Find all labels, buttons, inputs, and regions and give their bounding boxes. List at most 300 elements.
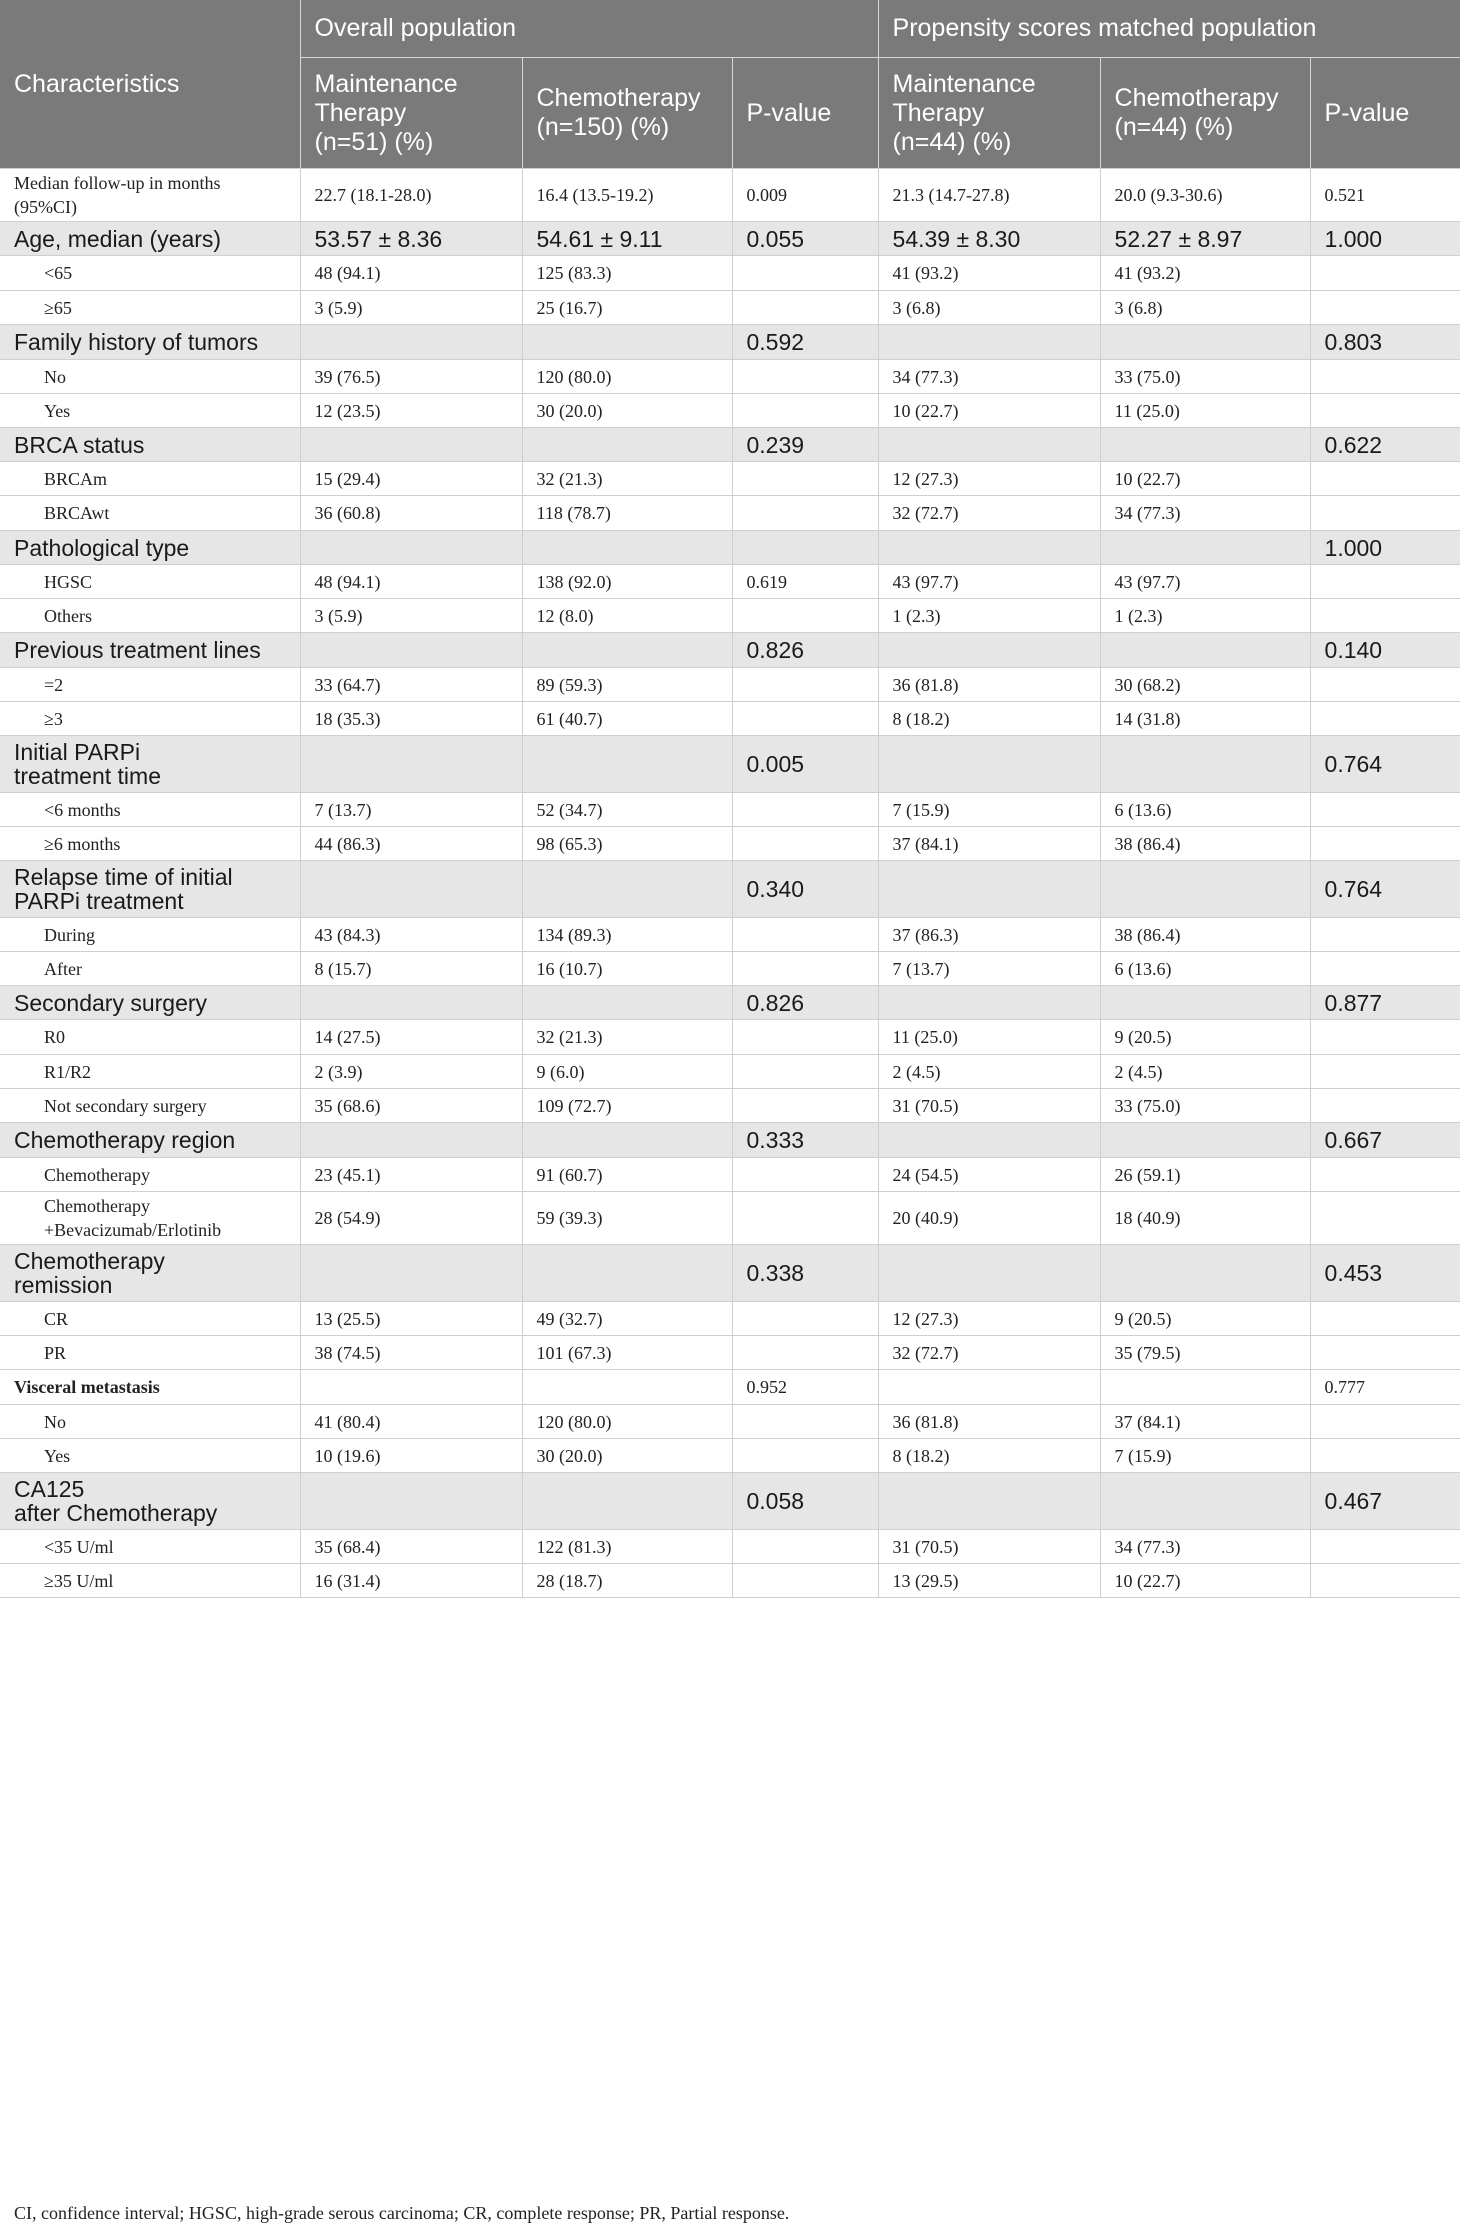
row-label: Visceral metastasis (0, 1370, 300, 1405)
cell-mp: 0.467 (1310, 1473, 1460, 1530)
cell-oc: 101 (67.3) (522, 1336, 732, 1370)
cell-oc (522, 531, 732, 565)
row-label: Yes (0, 394, 300, 428)
cell-op: 0.005 (732, 736, 878, 793)
cell-om: 23 (45.1) (300, 1158, 522, 1192)
cell-oc: 52 (34.7) (522, 793, 732, 827)
cell-mm: 13 (29.5) (878, 1564, 1100, 1598)
row-label: Not secondary surgery (0, 1089, 300, 1123)
cell-mm (878, 633, 1100, 668)
cell-op (732, 1439, 878, 1473)
cell-mm: 24 (54.5) (878, 1158, 1100, 1192)
cell-mc: 11 (25.0) (1100, 394, 1310, 428)
cell-mc: 20.0 (9.3-30.6) (1100, 169, 1310, 222)
cell-mc (1100, 1473, 1310, 1530)
table-row (0, 1564, 1460, 1598)
cell-op (732, 793, 878, 827)
header-matched-maintenance: Maintenance Therapy (n=44) (%) (878, 58, 1100, 169)
cell-mp (1310, 599, 1460, 633)
cell-op: 0.619 (732, 565, 878, 599)
cell-oc (522, 1245, 732, 1302)
cell-mc (1100, 861, 1310, 918)
cell-om: 16 (31.4) (300, 1564, 522, 1598)
cell-mc: 41 (93.2) (1100, 256, 1310, 291)
cell-mm: 36 (81.8) (878, 1405, 1100, 1439)
table-row (0, 1302, 1460, 1336)
table-row (0, 1123, 1460, 1158)
cell-mc (1100, 325, 1310, 360)
table-row (0, 1158, 1460, 1192)
header-overall-chemotherapy: Chemotherapy (n=150) (%) (522, 58, 732, 169)
header-matched-population: Propensity scores matched population (878, 0, 1460, 58)
row-label: Others (0, 599, 300, 633)
cell-mm: 8 (18.2) (878, 702, 1100, 736)
cell-mp (1310, 462, 1460, 496)
row-label: CR (0, 1302, 300, 1336)
cell-mp (1310, 1158, 1460, 1192)
table-row (0, 222, 1460, 256)
cell-mm: 7 (15.9) (878, 793, 1100, 827)
header-overall-maintenance: Maintenance Therapy (n=51) (%) (300, 58, 522, 169)
table-header (0, 0, 1460, 169)
cell-om: 28 (54.9) (300, 1192, 522, 1245)
cell-om: 36 (60.8) (300, 496, 522, 531)
cell-mp (1310, 1302, 1460, 1336)
cell-mm: 1 (2.3) (878, 599, 1100, 633)
cell-oc: 16.4 (13.5-19.2) (522, 169, 732, 222)
cell-oc (522, 1123, 732, 1158)
cell-op (732, 1020, 878, 1055)
row-label: No (0, 360, 300, 394)
table-row (0, 918, 1460, 952)
cell-mp: 0.521 (1310, 169, 1460, 222)
row-label: BRCAwt (0, 496, 300, 531)
cell-mm: 3 (6.8) (878, 291, 1100, 325)
cell-om: 35 (68.4) (300, 1530, 522, 1564)
table-row (0, 702, 1460, 736)
cell-oc: 30 (20.0) (522, 1439, 732, 1473)
header-characteristics: Characteristics (0, 0, 300, 169)
row-label: <35 U/ml (0, 1530, 300, 1564)
cell-mm (878, 1245, 1100, 1302)
cell-om: 3 (5.9) (300, 599, 522, 633)
cell-om (300, 633, 522, 668)
table-row (0, 256, 1460, 291)
cell-mp: 0.667 (1310, 1123, 1460, 1158)
cell-oc: 16 (10.7) (522, 952, 732, 986)
cell-op (732, 360, 878, 394)
cell-mp (1310, 952, 1460, 986)
cell-mc (1100, 986, 1310, 1020)
cell-oc: 32 (21.3) (522, 462, 732, 496)
row-label: BRCAm (0, 462, 300, 496)
header-overall-population: Overall population (300, 0, 878, 58)
cell-mc: 33 (75.0) (1100, 360, 1310, 394)
table-row (0, 1192, 1460, 1245)
cell-op (732, 1055, 878, 1089)
cell-oc (522, 736, 732, 793)
row-label: ≥35 U/ml (0, 1564, 300, 1598)
cell-oc: 89 (59.3) (522, 668, 732, 702)
cell-om: 3 (5.9) (300, 291, 522, 325)
row-label: HGSC (0, 565, 300, 599)
cell-mm: 54.39 ± 8.30 (878, 222, 1100, 256)
cell-mc: 18 (40.9) (1100, 1192, 1310, 1245)
cell-mp (1310, 1564, 1460, 1598)
table-row (0, 394, 1460, 428)
row-label: Pathological type (0, 531, 300, 565)
cell-mc: 38 (86.4) (1100, 918, 1310, 952)
row-label: <65 (0, 256, 300, 291)
row-label: =2 (0, 668, 300, 702)
row-label: R1/R2 (0, 1055, 300, 1089)
cell-mp: 1.000 (1310, 222, 1460, 256)
cell-om: 14 (27.5) (300, 1020, 522, 1055)
cell-mm: 12 (27.3) (878, 1302, 1100, 1336)
table-row (0, 633, 1460, 668)
cell-mp: 0.877 (1310, 986, 1460, 1020)
cell-oc (522, 1473, 732, 1530)
cell-om: 12 (23.5) (300, 394, 522, 428)
cell-mm: 21.3 (14.7-27.8) (878, 169, 1100, 222)
row-label: Chemotherapy remission (0, 1245, 300, 1302)
cell-om: 22.7 (18.1-28.0) (300, 169, 522, 222)
cell-op (732, 668, 878, 702)
cell-om: 39 (76.5) (300, 360, 522, 394)
cell-mp: 0.764 (1310, 861, 1460, 918)
cell-mm: 32 (72.7) (878, 1336, 1100, 1370)
cell-mp: 0.622 (1310, 428, 1460, 462)
cell-mm: 43 (97.7) (878, 565, 1100, 599)
cell-om: 2 (3.9) (300, 1055, 522, 1089)
cell-op (732, 1530, 878, 1564)
cell-mm: 37 (84.1) (878, 827, 1100, 861)
cell-op (732, 702, 878, 736)
cell-mc: 6 (13.6) (1100, 952, 1310, 986)
cell-mp: 0.140 (1310, 633, 1460, 668)
cell-mc: 7 (15.9) (1100, 1439, 1310, 1473)
cell-mp (1310, 793, 1460, 827)
cell-mp: 1.000 (1310, 531, 1460, 565)
table-row (0, 1020, 1460, 1055)
cell-mc: 34 (77.3) (1100, 496, 1310, 531)
cell-mm (878, 325, 1100, 360)
row-label: R0 (0, 1020, 300, 1055)
cell-oc: 25 (16.7) (522, 291, 732, 325)
cell-mc (1100, 1370, 1310, 1405)
cell-op: 0.340 (732, 861, 878, 918)
cell-op: 0.338 (732, 1245, 878, 1302)
table-row (0, 1370, 1460, 1405)
cell-op (732, 1405, 878, 1439)
cell-oc: 122 (81.3) (522, 1530, 732, 1564)
cell-mc: 35 (79.5) (1100, 1336, 1310, 1370)
cell-mm: 8 (18.2) (878, 1439, 1100, 1473)
table-row (0, 668, 1460, 702)
cell-op: 0.055 (732, 222, 878, 256)
cell-mc: 9 (20.5) (1100, 1302, 1310, 1336)
cell-mp (1310, 1530, 1460, 1564)
cell-om (300, 1123, 522, 1158)
cell-mc (1100, 1245, 1310, 1302)
cell-om: 10 (19.6) (300, 1439, 522, 1473)
cell-oc: 120 (80.0) (522, 1405, 732, 1439)
table-row (0, 827, 1460, 861)
cell-mm (878, 736, 1100, 793)
row-label: Chemotherapy +Bevacizumab/Erlotinib (0, 1192, 300, 1245)
cell-mm: 36 (81.8) (878, 668, 1100, 702)
row-label: PR (0, 1336, 300, 1370)
cell-mp (1310, 1405, 1460, 1439)
cell-om (300, 1245, 522, 1302)
cell-mc (1100, 633, 1310, 668)
table-row (0, 599, 1460, 633)
cell-op: 0.592 (732, 325, 878, 360)
table-row (0, 952, 1460, 986)
cell-oc: 98 (65.3) (522, 827, 732, 861)
table-row (0, 360, 1460, 394)
cell-mm (878, 1370, 1100, 1405)
cell-oc: 59 (39.3) (522, 1192, 732, 1245)
cell-oc: 91 (60.7) (522, 1158, 732, 1192)
cell-op (732, 462, 878, 496)
cell-op (732, 827, 878, 861)
cell-om: 15 (29.4) (300, 462, 522, 496)
cell-mc: 38 (86.4) (1100, 827, 1310, 861)
row-label: ≥6 months (0, 827, 300, 861)
table-row (0, 291, 1460, 325)
cell-mm (878, 1473, 1100, 1530)
cell-mp (1310, 565, 1460, 599)
table-row (0, 1530, 1460, 1564)
cell-mc (1100, 736, 1310, 793)
row-label: <6 months (0, 793, 300, 827)
cell-op (732, 918, 878, 952)
cell-mp (1310, 1192, 1460, 1245)
cell-mc: 2 (4.5) (1100, 1055, 1310, 1089)
table-body (0, 169, 1460, 1598)
cell-mm (878, 861, 1100, 918)
table-row (0, 169, 1460, 222)
cell-mm: 11 (25.0) (878, 1020, 1100, 1055)
row-label: No (0, 1405, 300, 1439)
cell-om: 13 (25.5) (300, 1302, 522, 1336)
cell-mm: 7 (13.7) (878, 952, 1100, 986)
cell-mp (1310, 291, 1460, 325)
cell-oc: 134 (89.3) (522, 918, 732, 952)
cell-mc: 1 (2.3) (1100, 599, 1310, 633)
table-footnote: CI, confidence interval; HGSC, high-grade serous carcinoma; CR, complete response; PR, Partial response. (14, 2203, 790, 2223)
cell-om (300, 428, 522, 462)
row-label: Relapse time of initial PARPi treatment (0, 861, 300, 918)
row-label: Initial PARPi treatment time (0, 736, 300, 793)
cell-mp (1310, 1089, 1460, 1123)
cell-op: 0.239 (732, 428, 878, 462)
cell-oc: 49 (32.7) (522, 1302, 732, 1336)
cell-mm (878, 986, 1100, 1020)
cell-oc: 61 (40.7) (522, 702, 732, 736)
table-row (0, 736, 1460, 793)
cell-mc: 6 (13.6) (1100, 793, 1310, 827)
cell-om: 41 (80.4) (300, 1405, 522, 1439)
row-label: Previous treatment lines (0, 633, 300, 668)
cell-om (300, 1370, 522, 1405)
cell-op (732, 599, 878, 633)
cell-op (732, 531, 878, 565)
cell-op (732, 496, 878, 531)
row-label: Secondary surgery (0, 986, 300, 1020)
cell-mp (1310, 496, 1460, 531)
cell-mm: 20 (40.9) (878, 1192, 1100, 1245)
cell-om: 33 (64.7) (300, 668, 522, 702)
table-row (0, 793, 1460, 827)
cell-mp (1310, 702, 1460, 736)
table-row (0, 861, 1460, 918)
cell-mm: 37 (86.3) (878, 918, 1100, 952)
cell-mc: 14 (31.8) (1100, 702, 1310, 736)
row-label: ≥3 (0, 702, 300, 736)
cell-mp (1310, 394, 1460, 428)
cell-oc (522, 986, 732, 1020)
cell-oc: 120 (80.0) (522, 360, 732, 394)
cell-op: 0.009 (732, 169, 878, 222)
cell-mc: 10 (22.7) (1100, 1564, 1310, 1598)
cell-mp: 0.777 (1310, 1370, 1460, 1405)
table-row (0, 428, 1460, 462)
cell-mm: 41 (93.2) (878, 256, 1100, 291)
cell-oc (522, 1370, 732, 1405)
row-label: After (0, 952, 300, 986)
cell-mp: 0.453 (1310, 1245, 1460, 1302)
cell-op (732, 1564, 878, 1598)
cell-om (300, 736, 522, 793)
table-row (0, 1473, 1460, 1530)
cell-om: 43 (84.3) (300, 918, 522, 952)
cell-mm: 32 (72.7) (878, 496, 1100, 531)
table-row (0, 1405, 1460, 1439)
table-row (0, 565, 1460, 599)
table-row (0, 1055, 1460, 1089)
cell-om: 44 (86.3) (300, 827, 522, 861)
cell-oc: 118 (78.7) (522, 496, 732, 531)
cell-mp (1310, 1055, 1460, 1089)
cell-om: 18 (35.3) (300, 702, 522, 736)
cell-oc: 125 (83.3) (522, 256, 732, 291)
cell-om (300, 531, 522, 565)
cell-mc: 37 (84.1) (1100, 1405, 1310, 1439)
cell-op: 0.952 (732, 1370, 878, 1405)
header-overall-pvalue: P-value (732, 58, 878, 169)
cell-oc: 32 (21.3) (522, 1020, 732, 1055)
row-label: Median follow-up in months (95%CI) (0, 169, 300, 222)
table-row (0, 1089, 1460, 1123)
cell-om: 53.57 ± 8.36 (300, 222, 522, 256)
row-label: Family history of tumors (0, 325, 300, 360)
cell-mm: 12 (27.3) (878, 462, 1100, 496)
cell-op (732, 256, 878, 291)
cell-mc: 3 (6.8) (1100, 291, 1310, 325)
cell-op: 0.826 (732, 633, 878, 668)
cell-mc: 9 (20.5) (1100, 1020, 1310, 1055)
cell-op (732, 1302, 878, 1336)
cell-mp (1310, 256, 1460, 291)
cell-mp: 0.803 (1310, 325, 1460, 360)
header-matched-chemotherapy: Chemotherapy (n=44) (%) (1100, 58, 1310, 169)
cell-op (732, 1089, 878, 1123)
row-label: ≥65 (0, 291, 300, 325)
cell-mc: 30 (68.2) (1100, 668, 1310, 702)
row-label: Chemotherapy (0, 1158, 300, 1192)
cell-mc: 26 (59.1) (1100, 1158, 1310, 1192)
cell-op: 0.826 (732, 986, 878, 1020)
table-row (0, 1245, 1460, 1302)
table-row (0, 531, 1460, 565)
cell-mm (878, 531, 1100, 565)
cell-om: 48 (94.1) (300, 565, 522, 599)
cell-op (732, 1158, 878, 1192)
cell-oc: 54.61 ± 9.11 (522, 222, 732, 256)
cell-oc (522, 633, 732, 668)
cell-mm: 2 (4.5) (878, 1055, 1100, 1089)
cell-mm: 10 (22.7) (878, 394, 1100, 428)
cell-mp (1310, 1439, 1460, 1473)
row-label: Age, median (years) (0, 222, 300, 256)
cell-mm: 31 (70.5) (878, 1530, 1100, 1564)
cell-mm: 34 (77.3) (878, 360, 1100, 394)
cell-mc (1100, 531, 1310, 565)
cell-mm: 31 (70.5) (878, 1089, 1100, 1123)
header-matched-pvalue: P-value (1310, 58, 1460, 169)
cell-op (732, 1192, 878, 1245)
cell-mp: 0.764 (1310, 736, 1460, 793)
cell-om (300, 986, 522, 1020)
cell-mp (1310, 1336, 1460, 1370)
cell-mc (1100, 428, 1310, 462)
row-label: BRCA status (0, 428, 300, 462)
cell-mc (1100, 1123, 1310, 1158)
table-row (0, 496, 1460, 531)
cell-op (732, 1336, 878, 1370)
cell-oc: 9 (6.0) (522, 1055, 732, 1089)
cell-oc: 30 (20.0) (522, 394, 732, 428)
row-label: CA125 after Chemotherapy (0, 1473, 300, 1530)
cell-mm (878, 428, 1100, 462)
cell-oc: 28 (18.7) (522, 1564, 732, 1598)
cell-op: 0.333 (732, 1123, 878, 1158)
cell-om: 8 (15.7) (300, 952, 522, 986)
table-row (0, 986, 1460, 1020)
cell-oc: 109 (72.7) (522, 1089, 732, 1123)
cell-mc: 52.27 ± 8.97 (1100, 222, 1310, 256)
table-row (0, 462, 1460, 496)
cell-om (300, 861, 522, 918)
cell-mp (1310, 827, 1460, 861)
cell-op (732, 394, 878, 428)
table-row (0, 1439, 1460, 1473)
cell-om: 38 (74.5) (300, 1336, 522, 1370)
cell-oc (522, 325, 732, 360)
cell-op: 0.058 (732, 1473, 878, 1530)
cell-op (732, 291, 878, 325)
cell-mp (1310, 360, 1460, 394)
cell-mc: 43 (97.7) (1100, 565, 1310, 599)
row-label: Chemotherapy region (0, 1123, 300, 1158)
table-row (0, 1336, 1460, 1370)
cell-mc: 10 (22.7) (1100, 462, 1310, 496)
cell-om (300, 325, 522, 360)
cell-op (732, 952, 878, 986)
cell-om (300, 1473, 522, 1530)
